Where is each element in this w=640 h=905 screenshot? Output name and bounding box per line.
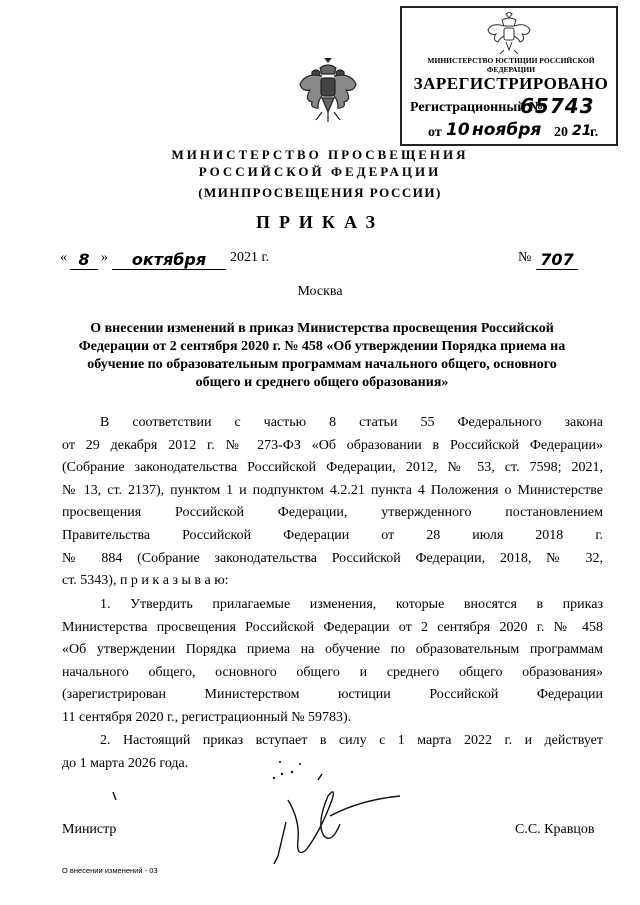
handwritten-signature bbox=[240, 760, 410, 870]
ministry-short-name: (МИНПРОСВЕЩЕНИЯ РОССИИ) bbox=[198, 185, 442, 200]
document-footer: О внесении изменений - 03 bbox=[62, 866, 158, 875]
date-day-field bbox=[70, 250, 100, 270]
body-line: просвещения Российской Федерации, утвержденного постановлением bbox=[62, 505, 603, 521]
date-close-quote: » bbox=[101, 250, 108, 265]
coat-of-arms-icon bbox=[298, 58, 358, 136]
order-number-label: № bbox=[518, 250, 532, 265]
date-day: 8 bbox=[70, 250, 98, 270]
item1-line: Министерства просвещения Российской Федерации от 2 сентября 2020 г. № 458 bbox=[62, 619, 603, 635]
body-line: от 29 декабря 2012 г. № 273-ФЗ «Об образовании в Российской Федерации» bbox=[62, 437, 603, 453]
stamp-emblem-icon bbox=[484, 12, 534, 56]
stamp-date-prefix: от bbox=[428, 125, 442, 140]
item1-line: «Об утверждении Порядка приема на обучение по образовательным программам bbox=[62, 642, 603, 658]
item1-line: 1. Утвердить прилагаемые изменения, которые вносятся в приказ bbox=[100, 597, 603, 612]
preamble-paragraph bbox=[62, 412, 603, 593]
stamp-date-end: г. bbox=[590, 125, 599, 140]
ministry-name-line2: РОССИЙСКОЙ ФЕДЕРАЦИИ bbox=[198, 164, 442, 179]
stamp-regnum-value: 65743 bbox=[520, 94, 595, 118]
stamp-date-year-suffix: 21 bbox=[572, 123, 592, 139]
date-open-quote: « bbox=[60, 250, 67, 265]
stamp-registered-label: ЗАРЕГИСТРИРОВАНО bbox=[413, 74, 609, 93]
stamp-date-day: 10 bbox=[446, 120, 470, 140]
ink-mark bbox=[110, 790, 122, 810]
item1-line: 11 сентября 2020 г., регистрационный № 59783). bbox=[62, 709, 352, 725]
registration-stamp bbox=[400, 6, 618, 146]
city: Москва bbox=[297, 284, 343, 299]
order-number-value: 707 bbox=[536, 250, 578, 270]
date-month: октября bbox=[112, 250, 226, 270]
body-line: (Собрание законодательства Российской Федерации, 2012, № 53, ст. 7598; 2021, bbox=[62, 460, 603, 476]
order-number-field bbox=[536, 250, 580, 270]
signer-name: С.С. Кравцов bbox=[515, 822, 595, 837]
document-type: ПРИКАЗ bbox=[255, 212, 385, 232]
body-line: № 13, ст. 2137), пунктом 1 и подпунктом 4.2.21 пункта 4 Положения о Министерстве bbox=[62, 482, 603, 498]
body-line: В соответствии с частью 8 статьи 55 Федерального закона bbox=[100, 415, 603, 430]
item1-line: (зарегистрирован Министерством юстиции Российской Федерации bbox=[62, 687, 603, 703]
date-year: 2021 г. bbox=[230, 250, 270, 265]
body-line: № 884 (Собрание законодательства Российской Федерации, 2018, № 32, bbox=[62, 550, 603, 566]
item2-line: 2. Настоящий приказ вступает в силу с 1 марта 2022 г. и действует bbox=[100, 733, 603, 748]
stamp-date-year-prefix: 20 bbox=[554, 125, 568, 140]
document-title: О внесении изменений в приказ Министерства просвещения Российской Федерации от 2 сентября 2020 г. № 458 «Об утверждении Порядка приема на обучение по образовательным программам начального общего, основного общего и среднего общего образования» bbox=[78, 321, 566, 390]
item1-line: начального общего, основного общего и среднего общего образования» bbox=[62, 664, 603, 680]
stamp-date-month: ноября bbox=[472, 120, 542, 140]
order-item-1 bbox=[62, 594, 603, 730]
body-line: Правительства Российской Федерации от 28 июля 2018 г. bbox=[62, 527, 603, 543]
stamp-ministry-name: МИНИСТЕРСТВО ЮСТИЦИИ РОССИЙСКОЙ ФЕДЕРАЦИИ bbox=[427, 56, 595, 74]
stamp-regnum-label: Регистрационный № bbox=[410, 100, 543, 115]
date-month-field bbox=[112, 250, 228, 270]
item2-line: до 1 марта 2026 года. bbox=[62, 755, 189, 771]
ministry-name-line1: МИНИСТЕРСТВО ПРОСВЕЩЕНИЯ bbox=[171, 147, 469, 162]
signer-position: Министр bbox=[62, 822, 117, 837]
body-line: ст. 5343), п р и к а з ы в а ю: bbox=[62, 573, 229, 589]
